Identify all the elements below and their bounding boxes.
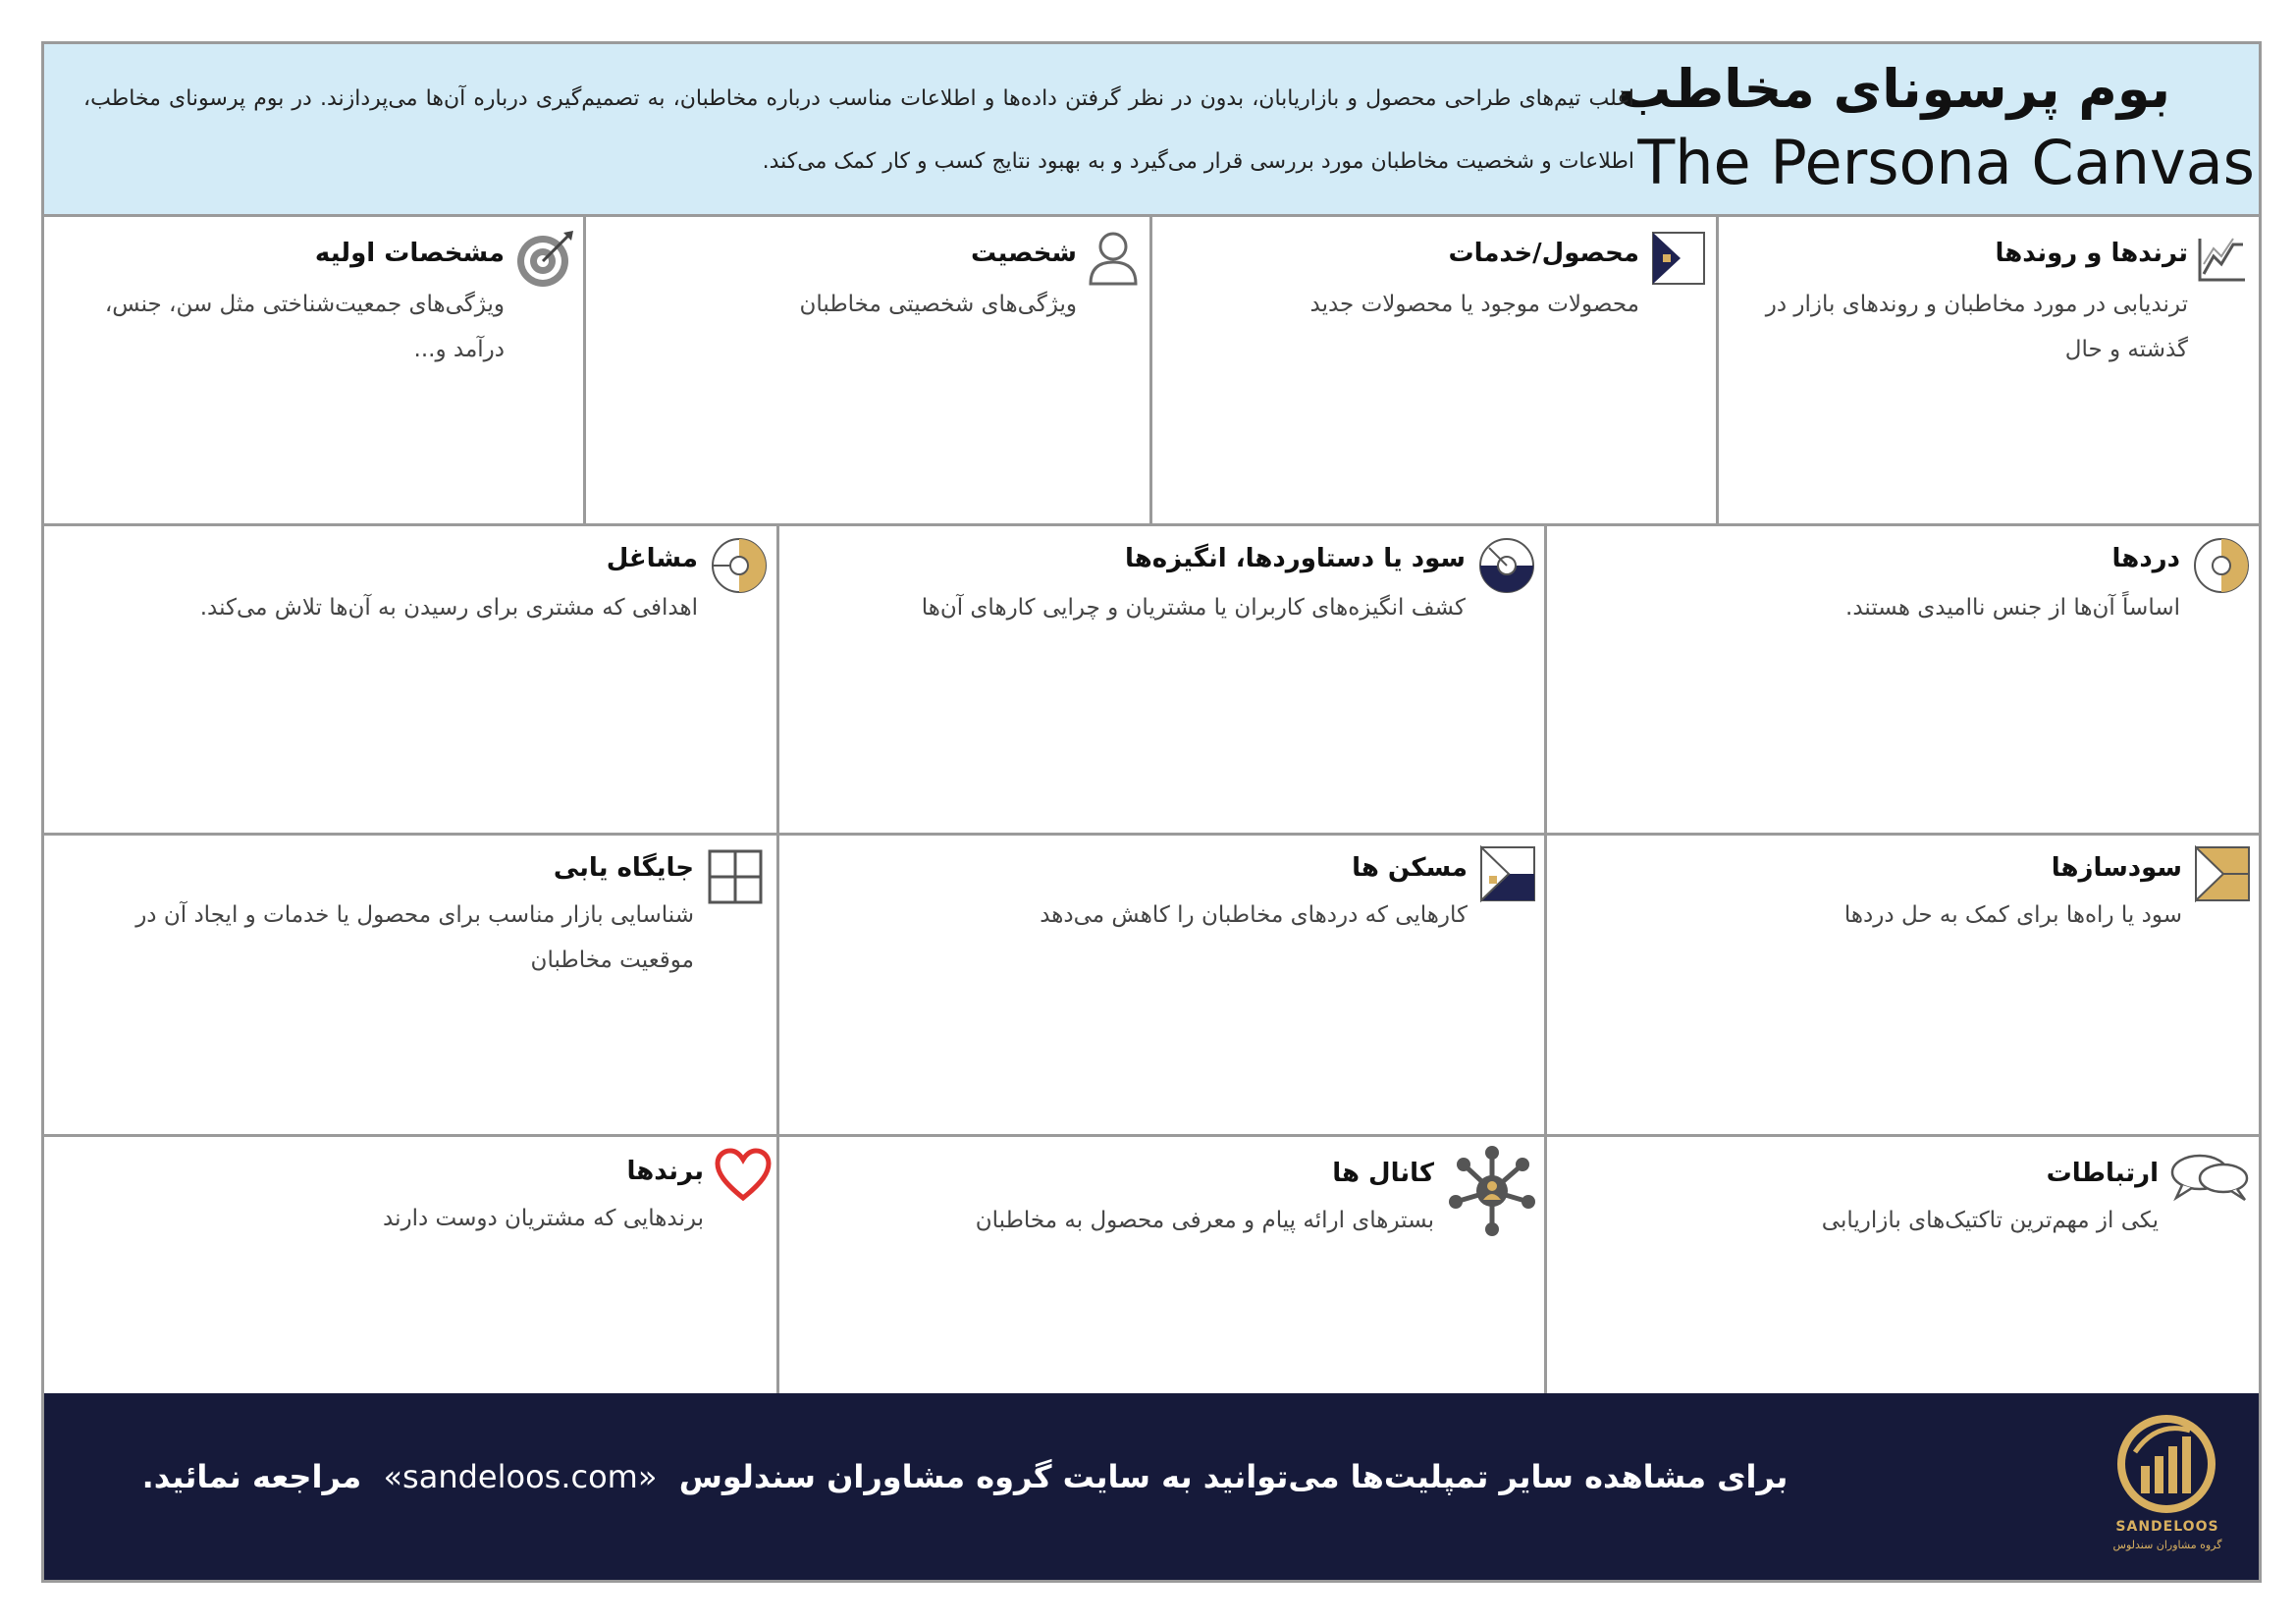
network-icon (1444, 1143, 1540, 1239)
cell-title: ارتباطات (2046, 1159, 2159, 1188)
cell-desc: برندهایی که مشتریان دوست دارند (383, 1206, 704, 1231)
cell-desc: اساساً آن‌ها از جنس ناامیدی هستند. (1845, 595, 2180, 621)
cell-title: مشخصات اولیه (314, 239, 505, 268)
cell-pain-relievers[interactable] (776, 836, 1544, 1134)
gain-creator-icon (2194, 845, 2251, 902)
cell-desc: اهدافی که مشتری برای رسیدن به آن‌ها تلاش می‌کند. (199, 595, 698, 621)
footer-text-after: مراجعه نمائید. (141, 1458, 362, 1495)
footer-url[interactable]: «sandeloos.com» (383, 1458, 658, 1495)
row-3 (44, 836, 2259, 1137)
cell-title: کانال ها (1332, 1159, 1434, 1188)
cell-desc: شناسایی بازار مناسب برای محصول یا خدمات و ایجاد آن در موقعیت مخاطبان (135, 902, 694, 973)
cell-gains[interactable] (776, 526, 1544, 833)
cell-desc: محصولات موجود یا محصولات جدید (1309, 292, 1639, 317)
cell-title: شخصیت (970, 239, 1077, 268)
cell-desc: کشف انگیزه‌های کاربران یا مشتریان و چرایی کارهای آن‌ها (921, 595, 1466, 621)
cell-desc: یکی از مهم‌ترین تاکتیک‌های بازاریابی (1821, 1208, 2159, 1233)
cell-communications[interactable] (1544, 1137, 2259, 1394)
target-icon (514, 229, 575, 290)
cell-desc: ویژگی‌های جمعیت‌شناختی مثل سن، جنس، درآمد و... (104, 292, 505, 362)
footer-text-before: برای مشاهده سایر تمپلیت‌ها می‌توانید به سایت گروه مشاوران سندلوس (678, 1458, 1789, 1495)
cell-pains[interactable] (1544, 526, 2259, 833)
cell-desc: ترندیابی در مورد مخاطبان و روندهای بازار در گذشته و حال (1765, 292, 2188, 362)
cell-desc: بسترهای ارائه پیام و معرفی محصول به مخاطبان (975, 1208, 1434, 1233)
gains-circle-icon (1477, 536, 1536, 595)
heart-icon (714, 1147, 773, 1202)
persona-canvas (41, 41, 2262, 1583)
page-title-en: The Persona Canvas (1637, 127, 2255, 198)
header (44, 44, 2259, 217)
footer (44, 1393, 2259, 1580)
pain-reliever-icon (1479, 845, 1536, 902)
product-box-icon (1651, 231, 1706, 286)
user-icon (1087, 231, 1140, 286)
cell-personality[interactable] (583, 217, 1149, 523)
cell-title: دردها (2111, 544, 2180, 573)
row-2 (44, 526, 2259, 836)
intro-text: اغلب تیم‌های طراحی محصول و بازاریابان، بدون در نظر گرفتن داده‌ها و اطلاعات مناسب درباره مخاطبان، به تصمیم‌گیری درباره آن‌ها می‌پردازند. در بوم پرسونای مخاطب، اطلاعات و شخصیت مخاطبان مورد بررسی قرار می‌گیرد و به بهبود نتایج کسب و کار کمک می‌کند. (83, 86, 1634, 174)
cell-title: مسکن ها (1352, 853, 1468, 883)
cell-title: جایگاه یابی (553, 853, 694, 883)
pains-circle-icon (2192, 536, 2251, 595)
cell-title: سود یا دستاوردها، انگیزه‌ها (1124, 544, 1466, 573)
chat-bubbles-icon (2168, 1151, 2251, 1204)
cell-product[interactable] (1149, 217, 1716, 523)
footer-text (44, 1458, 1886, 1495)
cell-positioning[interactable] (44, 836, 776, 1134)
cell-title: محصول/خدمات (1448, 239, 1639, 268)
cell-jobs[interactable] (44, 526, 776, 833)
cell-desc: کارهایی که دردهای مخاطبان را کاهش می‌دهد (1040, 902, 1468, 928)
cell-gain-creators[interactable] (1544, 836, 2259, 1134)
row-4 (44, 1137, 2259, 1394)
trend-chart-icon (2196, 235, 2249, 284)
page-title-fa: بوم پرسونای مخاطب (1618, 58, 2170, 120)
jobs-circle-icon (710, 536, 769, 595)
cell-desc: سود یا راه‌ها برای کمک به حل دردها (1843, 902, 2182, 928)
cell-channels[interactable] (776, 1137, 1544, 1394)
cell-title: سودسازها (2051, 853, 2182, 883)
cell-title: برندها (626, 1157, 704, 1186)
logo-subtitle: گروه مشاوران سندلوس (2112, 1539, 2222, 1551)
cell-trends[interactable] (1716, 217, 2259, 523)
cell-title: مشاغل (606, 544, 698, 573)
cell-demographics[interactable] (44, 217, 583, 523)
cell-title: ترندها و روندها (1995, 239, 2188, 268)
row-1 (44, 217, 2259, 526)
cell-desc: ویژگی‌های شخصیتی مخاطبان (799, 292, 1077, 317)
logo-name: SANDELOOS (2115, 1519, 2219, 1535)
grid-icon (708, 849, 763, 904)
cell-brands[interactable] (44, 1137, 776, 1394)
